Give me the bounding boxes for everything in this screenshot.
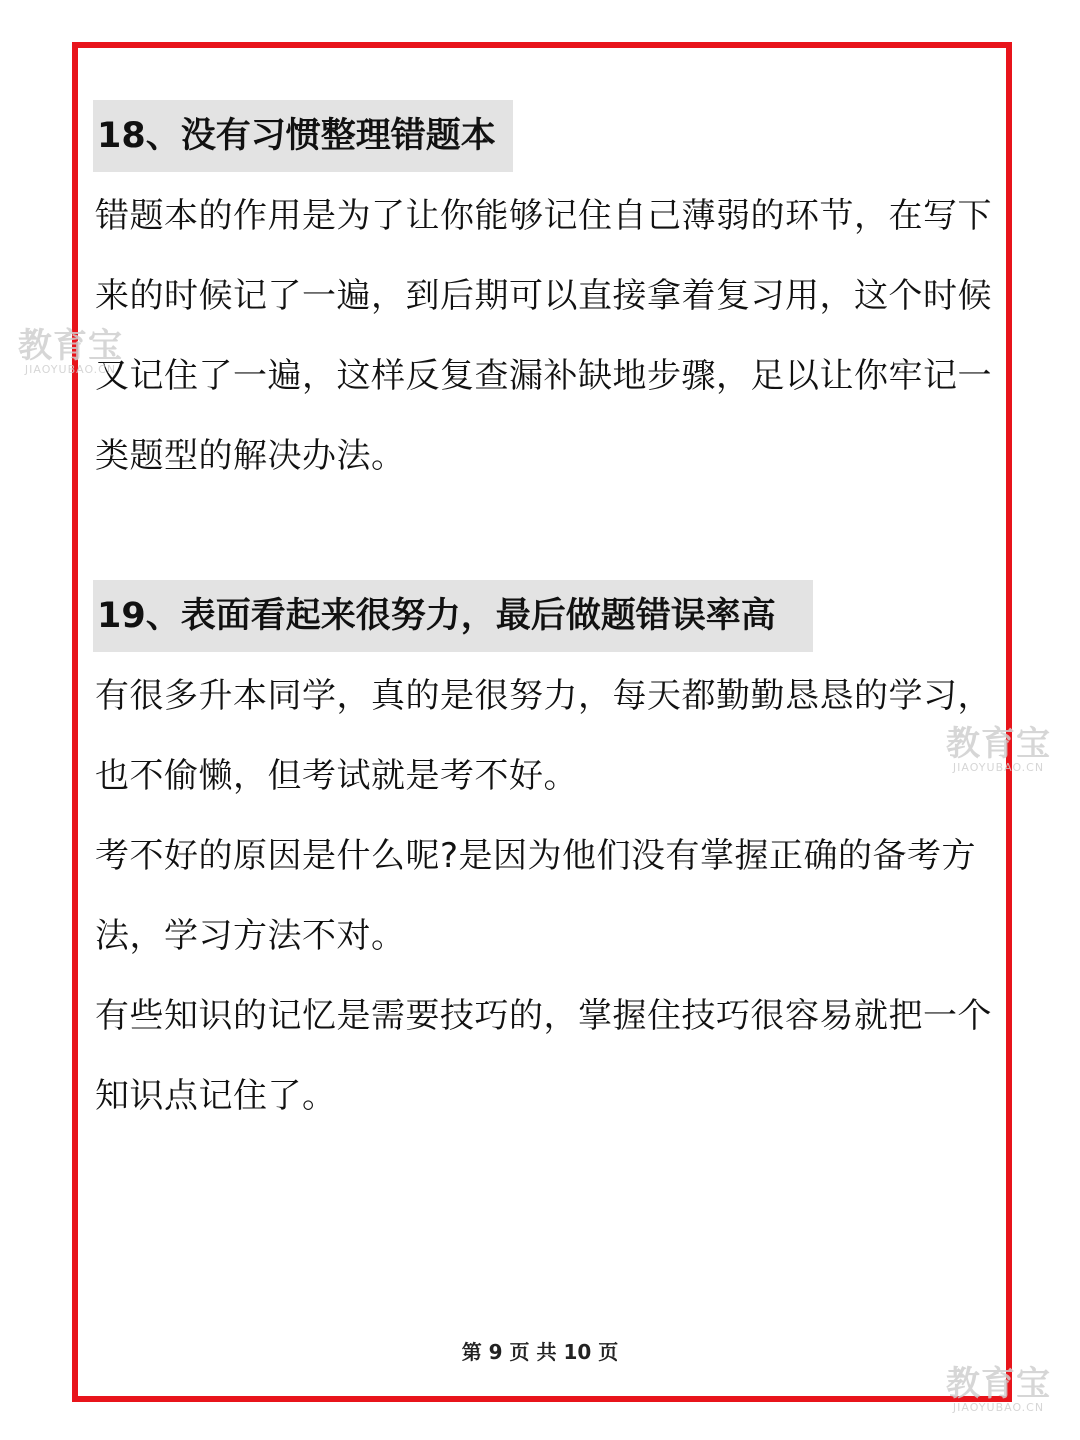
watermark-brand-en: JIAOYUBAO.CN [952, 761, 1045, 774]
section-18-heading: 18、没有习惯整理错题本 [93, 100, 513, 172]
page-number-footer: 第 9 页 共 10 页 [461, 1340, 619, 1364]
watermark-logo [18, 328, 123, 376]
section-19-heading: 19、表面看起来很努力，最后做题错误率高 [93, 580, 813, 652]
section-18-paragraph: 错题本的作用是为了让你能够记住自己薄弱的环节，在写下来的时候记了一遍，到后期可以直接拿着复习用，这个时候又记住了一遍，这样反复查漏补缺地步骤，足以让你牢记一类题型的解决办法。 [95, 196, 992, 476]
watermark-brand-en: JIAOYUBAO.CN [24, 363, 117, 376]
watermark-brand-cn: 教育宝 [946, 724, 1051, 764]
section-19-paragraph-3: 有些知识的记忆是需要技巧的，掌握住技巧很容易就把一个知识点记住了。 [95, 996, 992, 1116]
section-19-paragraph-1: 有很多升本同学，真的是很努力，每天都勤勤恳恳的学习，也不偷懒，但考试就是考不好。 [95, 676, 992, 796]
watermark-brand-cn: 教育宝 [946, 1364, 1051, 1404]
watermark-brand-en: JIAOYUBAO.CN [952, 1401, 1045, 1414]
watermark-brand-cn: 教育宝 [18, 326, 123, 366]
watermark-logo [946, 1366, 1051, 1414]
watermark-logo [946, 726, 1051, 774]
section-19-paragraph-2: 考不好的原因是什么呢?是因为他们没有掌握正确的备考方法，学习方法不对。 [95, 836, 977, 956]
